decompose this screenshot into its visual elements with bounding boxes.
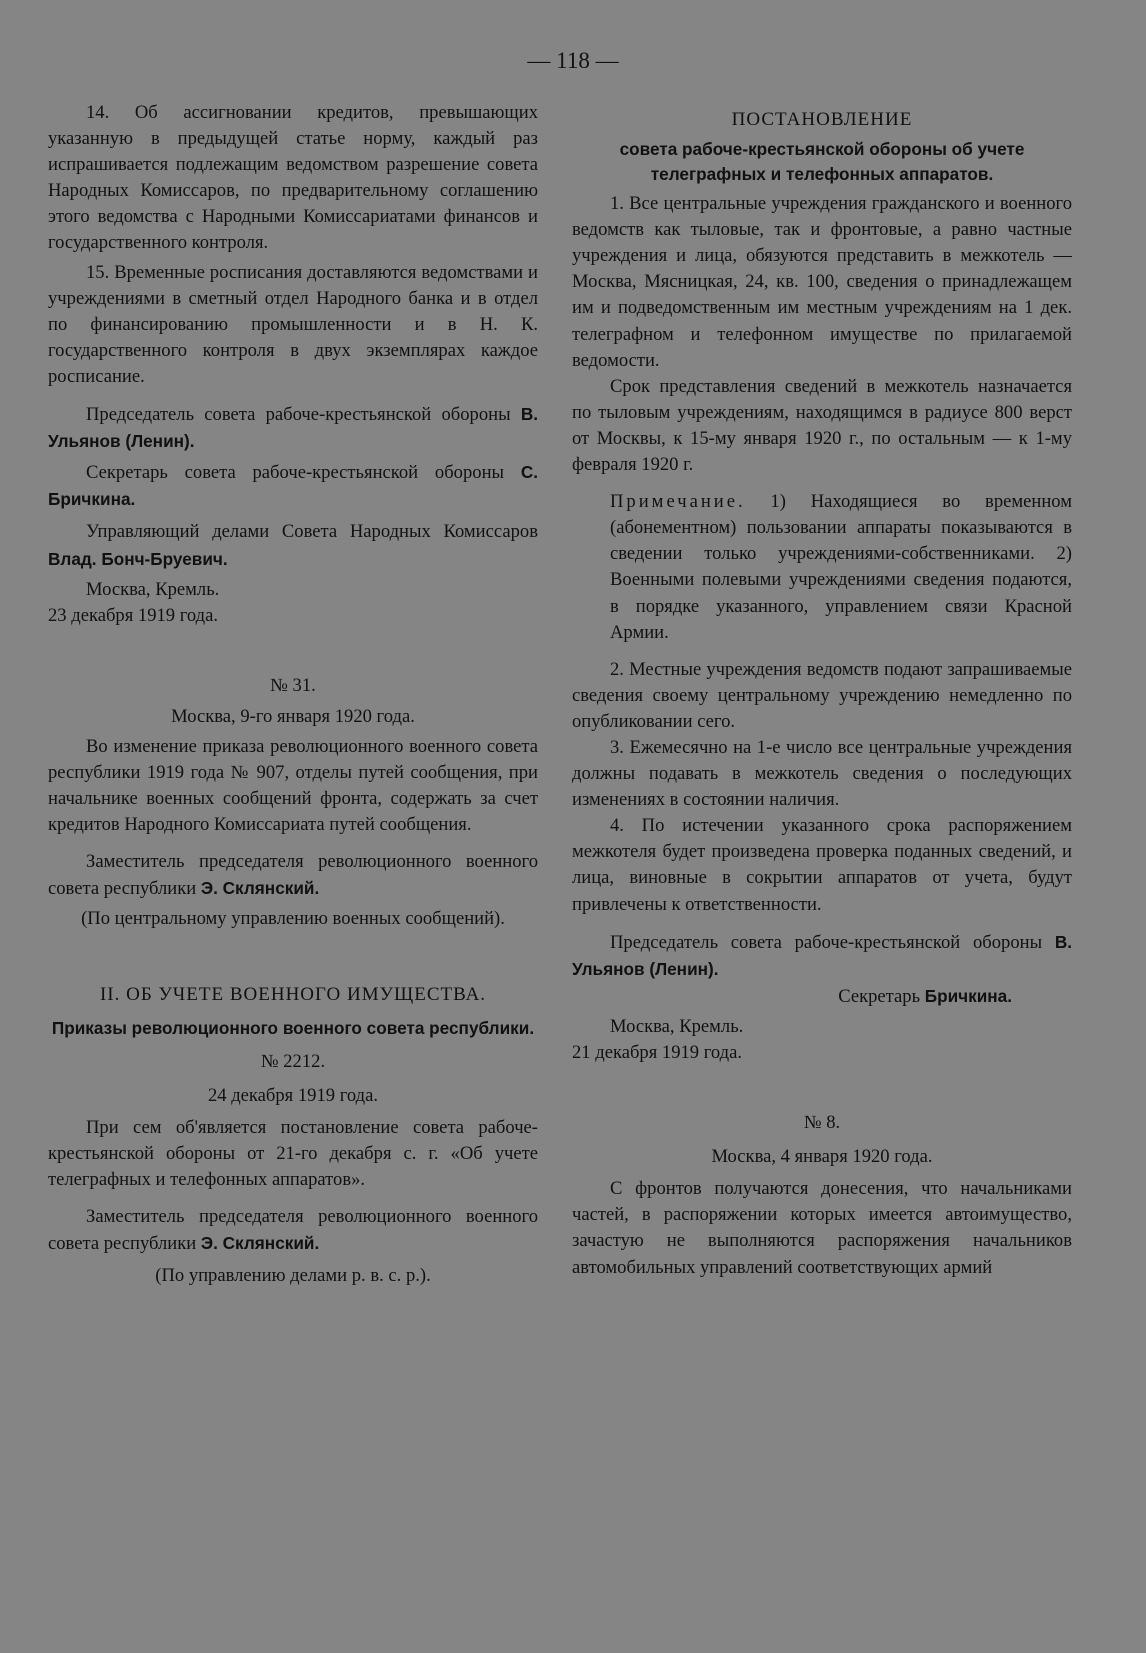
note: Примечание. 1) Находящиеся во временном (абонементном) пользовании аппараты показываются в сведении только учреждениями-собственниками. 2) Военными полевыми учреждениями сведения подаются, в порядке указанного, управлением связи Красной Армии. [610, 491, 1072, 643]
deputy-note-2: (По управлению делами р. в. с. р.). [155, 1265, 431, 1287]
page-number: — 118 — [527, 48, 619, 73]
clause-1-deadline: Срок представления сведений в межкотель назначается по тыловым учреждениям, находящимся в радиусе 800 верст от Москвы, к 15-му января 1920 г., по остальным — к 1-му февраля 1920 г. [572, 375, 1072, 476]
signature-name: В. Ульянов (Ленин). [48, 404, 538, 452]
clause-1: 1. Все центральные учреждения гражданского и военного ведомств как тыловые, так и фронтовые, а равно частные учреждения и лица, обязуются представить в межкотель — Москва, Мясницкая, 24, кв. 100, сведения о принадлежащем им и подведомственным им местным учреждениям на 1 дек. телеграфном и телефонном имуществе по прилагаемой ведомости. [572, 193, 1072, 371]
order-31-dateline: Москва, 9-го января 1920 года. [171, 705, 415, 727]
clause-4: 4. По истечении указанного срока распоряжением межкотеля будет произведена проверка поданных сведений, и лица, виновные в сокрытии аппаратов от учета, будут привлечены к ответственности. [572, 815, 1072, 915]
order-8-text: С фронтов получаются донесения, что начальниками частей, в распоряжении которых имеется автоимущество, зачастую не выполняются распоряжения начальников автомобильных управлений соответствующих армий [572, 1178, 1072, 1278]
signature-secretary: Секретарь совета рабоче-крестьянской обороны С. Бричкина. [48, 462, 538, 510]
resolution-subtitle: совета рабоче-крестьянской обороны об учете телеграфных и телефонных аппаратов. [619, 139, 1025, 185]
date: 23 декабря 1919 года. [48, 604, 219, 626]
clause-3: 3. Ежемесячно на 1-е число все центральные учреждения должны подавать в межкотель сведения о последующих изменениях в состоянии наличия. [572, 736, 1072, 811]
signature-name: В. Ульянов (Ленин). [572, 931, 1072, 979]
article-14: 14. Об ассигновании кредитов, превышающих указанную в предыдущей статье норму, каждый раз испрашивается подлежащим ведомством разрешение совета Народных Комиссаров, по предварительному соглашению этого ведомства с Народными Комиссариатами финансов и государственного контроля. [48, 102, 538, 254]
order-2212-text: При сем об'является постановление совета рабоче-крестьянской обороны от 21-го декабря с. г. «Об учете телеграфных и телефонных аппаратов». [48, 1116, 538, 1191]
article-15: 15. Временные росписания доставляются ведомствами и учреждениями в сметный отдел Народного банка и в отдел по финансированию промышленности и в Н. К. государственного контроля в двух экземплярах каждое росписание. [48, 261, 538, 387]
order-31-text: Во изменение приказа революционного военного совета республики 1919 года № 907, отделы путей сообщения, при начальнике военных сообщений фронта, содержать за счет кредитов Народного Комиссариата путей сообщения. [48, 735, 538, 836]
resolution-date: 21 декабря 1919 года. [572, 1042, 743, 1063]
order-number-2212: № 2212. [260, 1050, 326, 1072]
section-heading: II. ОБ УЧЕТЕ ВОЕННОГО ИМУЩЕСТВА. [99, 983, 487, 1005]
deputy-signature-1: Заместитель председателя революционного военного совета республики Э. Склянский. [48, 851, 538, 900]
clause-2: 2. Местные учреждения ведомств подают запрашиваемые сведения своему центральному учреждению немедленно по опубликовании сего. [572, 658, 1072, 732]
order-number-31: № 31. [270, 674, 316, 696]
note-label: Примечание. [610, 491, 746, 513]
right-column [572, 100, 1072, 1281]
order-number-8: № 8. [803, 1112, 841, 1134]
order-2212-date: 24 декабря 1919 года. [207, 1084, 379, 1106]
signature-manager: Управляющий делами Совета Народных Комиссаров Влад. Бонч-Бруевич. [48, 521, 538, 569]
orders-heading: Приказы революционного военного совета республики. [51, 1017, 535, 1038]
left-column [48, 100, 538, 1289]
resolution-place: Москва, Кремль. [610, 1015, 744, 1037]
deputy-note-1: (По центральному управлению военных сообщений). [81, 907, 505, 929]
signature-name: Бричкина. [924, 985, 1012, 1006]
place: Москва, Кремль. [86, 578, 220, 600]
signature-name: С. Бричкина. [48, 462, 538, 510]
resolution-signature-chairman: Председатель совета рабоче-крестьянской обороны В. Ульянов (Ленин). [572, 931, 1072, 979]
signature-name: Влад. Бонч-Бруевич. [48, 548, 228, 569]
resolution-title: ПОСТАНОВЛЕНИЕ [731, 109, 913, 130]
order-8-dateline: Москва, 4 января 1920 года. [711, 1146, 933, 1168]
signature-chairman: Председатель совета рабоче-крестьянской обороны В. Ульянов (Ленин). [48, 404, 538, 452]
signature-name: Э. Склянский. [200, 878, 320, 899]
deputy-signature-2: Заместитель председателя революционного военного совета республики Э. Склянский. [48, 1206, 538, 1255]
signature-name: Э. Склянский. [200, 1233, 320, 1254]
resolution-signature-secretary: Секретарь Бричкина. [838, 985, 1012, 1007]
